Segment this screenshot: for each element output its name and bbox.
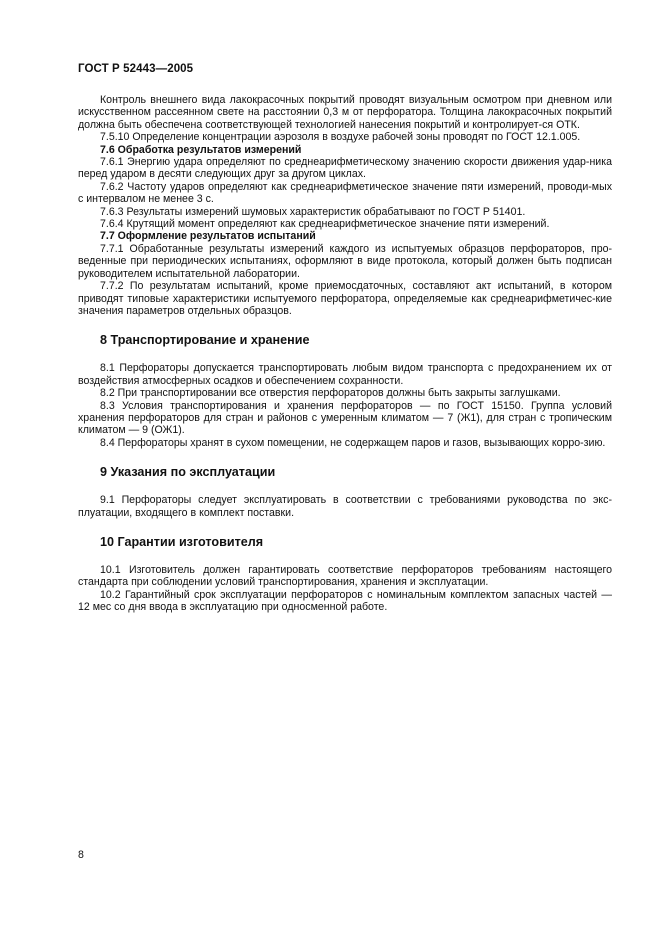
paragraph-visual-inspection: Контроль внешнего вида лакокрасочных покрытий проводят визуальным осмотром при дневном или искусственном рассеянном свете на расстоянии 0,3 м от перфоратора. Толщина лакокрасочных покрытий должна быть обеспечена соответствующей технологией нанесения покрытий и контролирует-ся ОТК.	[78, 94, 612, 131]
subsection-heading-7-7: 7.7 Оформление результатов испытаний	[100, 230, 316, 243]
document-body	[78, 94, 612, 614]
paragraph-7-6-3: 7.6.3 Результаты измерений шумовых характеристик обрабатывают по ГОСТ Р 51401.	[100, 205, 526, 218]
section-heading-8: 8 Транспортирование и хранение	[100, 333, 310, 348]
page-number: 8	[78, 849, 84, 861]
paragraph-7-7-2: 7.7.2 По результатам испытаний, кроме приемосдаточных, составляют акт испытаний, в котором приводят типовые характеристики испытуемого перфоратора, определяемые как среднеарифметичес-кие значения параметров отдельных образцов.	[78, 280, 612, 317]
paragraph-7-6-2: 7.6.2 Частоту ударов определяют как среднеарифметическое значение пяти измерений, проводи-мых с интервалом не менее 3 с.	[78, 180, 612, 206]
paragraph-8-3: 8.3 Условия транспортирования и хранения перфораторов — по ГОСТ 15150. Группа условий хранения перфораторов для стран и районов с умеренным климатом — 7 (Ж1), для стран с тропическим климатом — 9 (ОЖ1).	[78, 399, 612, 437]
document-header: ГОСТ Р 52443—2005	[78, 63, 194, 75]
subsection-heading-7-6: 7.6 Обработка результатов измерений	[100, 143, 302, 156]
paragraph-10-2: 10.2 Гарантийный срок эксплуатации перфораторов с номинальным комплектом запасных частей — 12 мес со дня ввода в эксплуатацию при односменной работе.	[78, 588, 612, 614]
paragraph-10-1: 10.1 Изготовитель должен гарантировать соответствие перфораторов требованиям настоящего стандарта при соблюдении условий транспортирования, хранения и эксплуатации.	[78, 563, 612, 589]
paragraph-7-5-10: 7.5.10 Определение концентрации аэрозоля в воздухе рабочей зоны проводят по ГОСТ 12.1.005.	[100, 131, 581, 144]
paragraph-7-6-1: 7.6.1 Энергию удара определяют по среднеарифметическому значению скорости движения удар-ника перед ударом в десяти следующих друг за другом циклах.	[78, 156, 612, 181]
paragraph-8-4: 8.4 Перфораторы хранят в сухом помещении, не содержащем паров и газов, вызывающих корро-зию.	[100, 436, 606, 449]
paragraph-8-2: 8.2 При транспортировании все отверстия перфораторов должны быть закрыты заглушками.	[100, 387, 561, 400]
paragraph-7-7-1: 7.7.1 Обработанные результаты измерений каждого из испытуемых образцов перфораторов, про-веденные при периодических испытаниях, оформляют в виде протокола, который должен быть подписан руководителем испытательной лаборатории.	[78, 242, 612, 280]
section-heading-10: 10 Гарантии изготовителя	[100, 534, 264, 549]
section-heading-9: 9 Указания по эксплуатации	[100, 465, 276, 480]
paragraph-7-6-4: 7.6.4 Крутящий момент определяют как среднеарифметическое значение пяти измерений.	[100, 218, 550, 231]
paragraph-8-1: 8.1 Перфораторы допускается транспортировать любым видом транспорта с предохранением их от воздействия атмосферных осадков и обеспечением сохранности.	[78, 362, 612, 387]
paragraph-9-1: 9.1 Перфораторы следует эксплуатировать в соответствии с требованиями руководства по экс-плуатации, входящего в комплект поставки.	[78, 494, 612, 519]
